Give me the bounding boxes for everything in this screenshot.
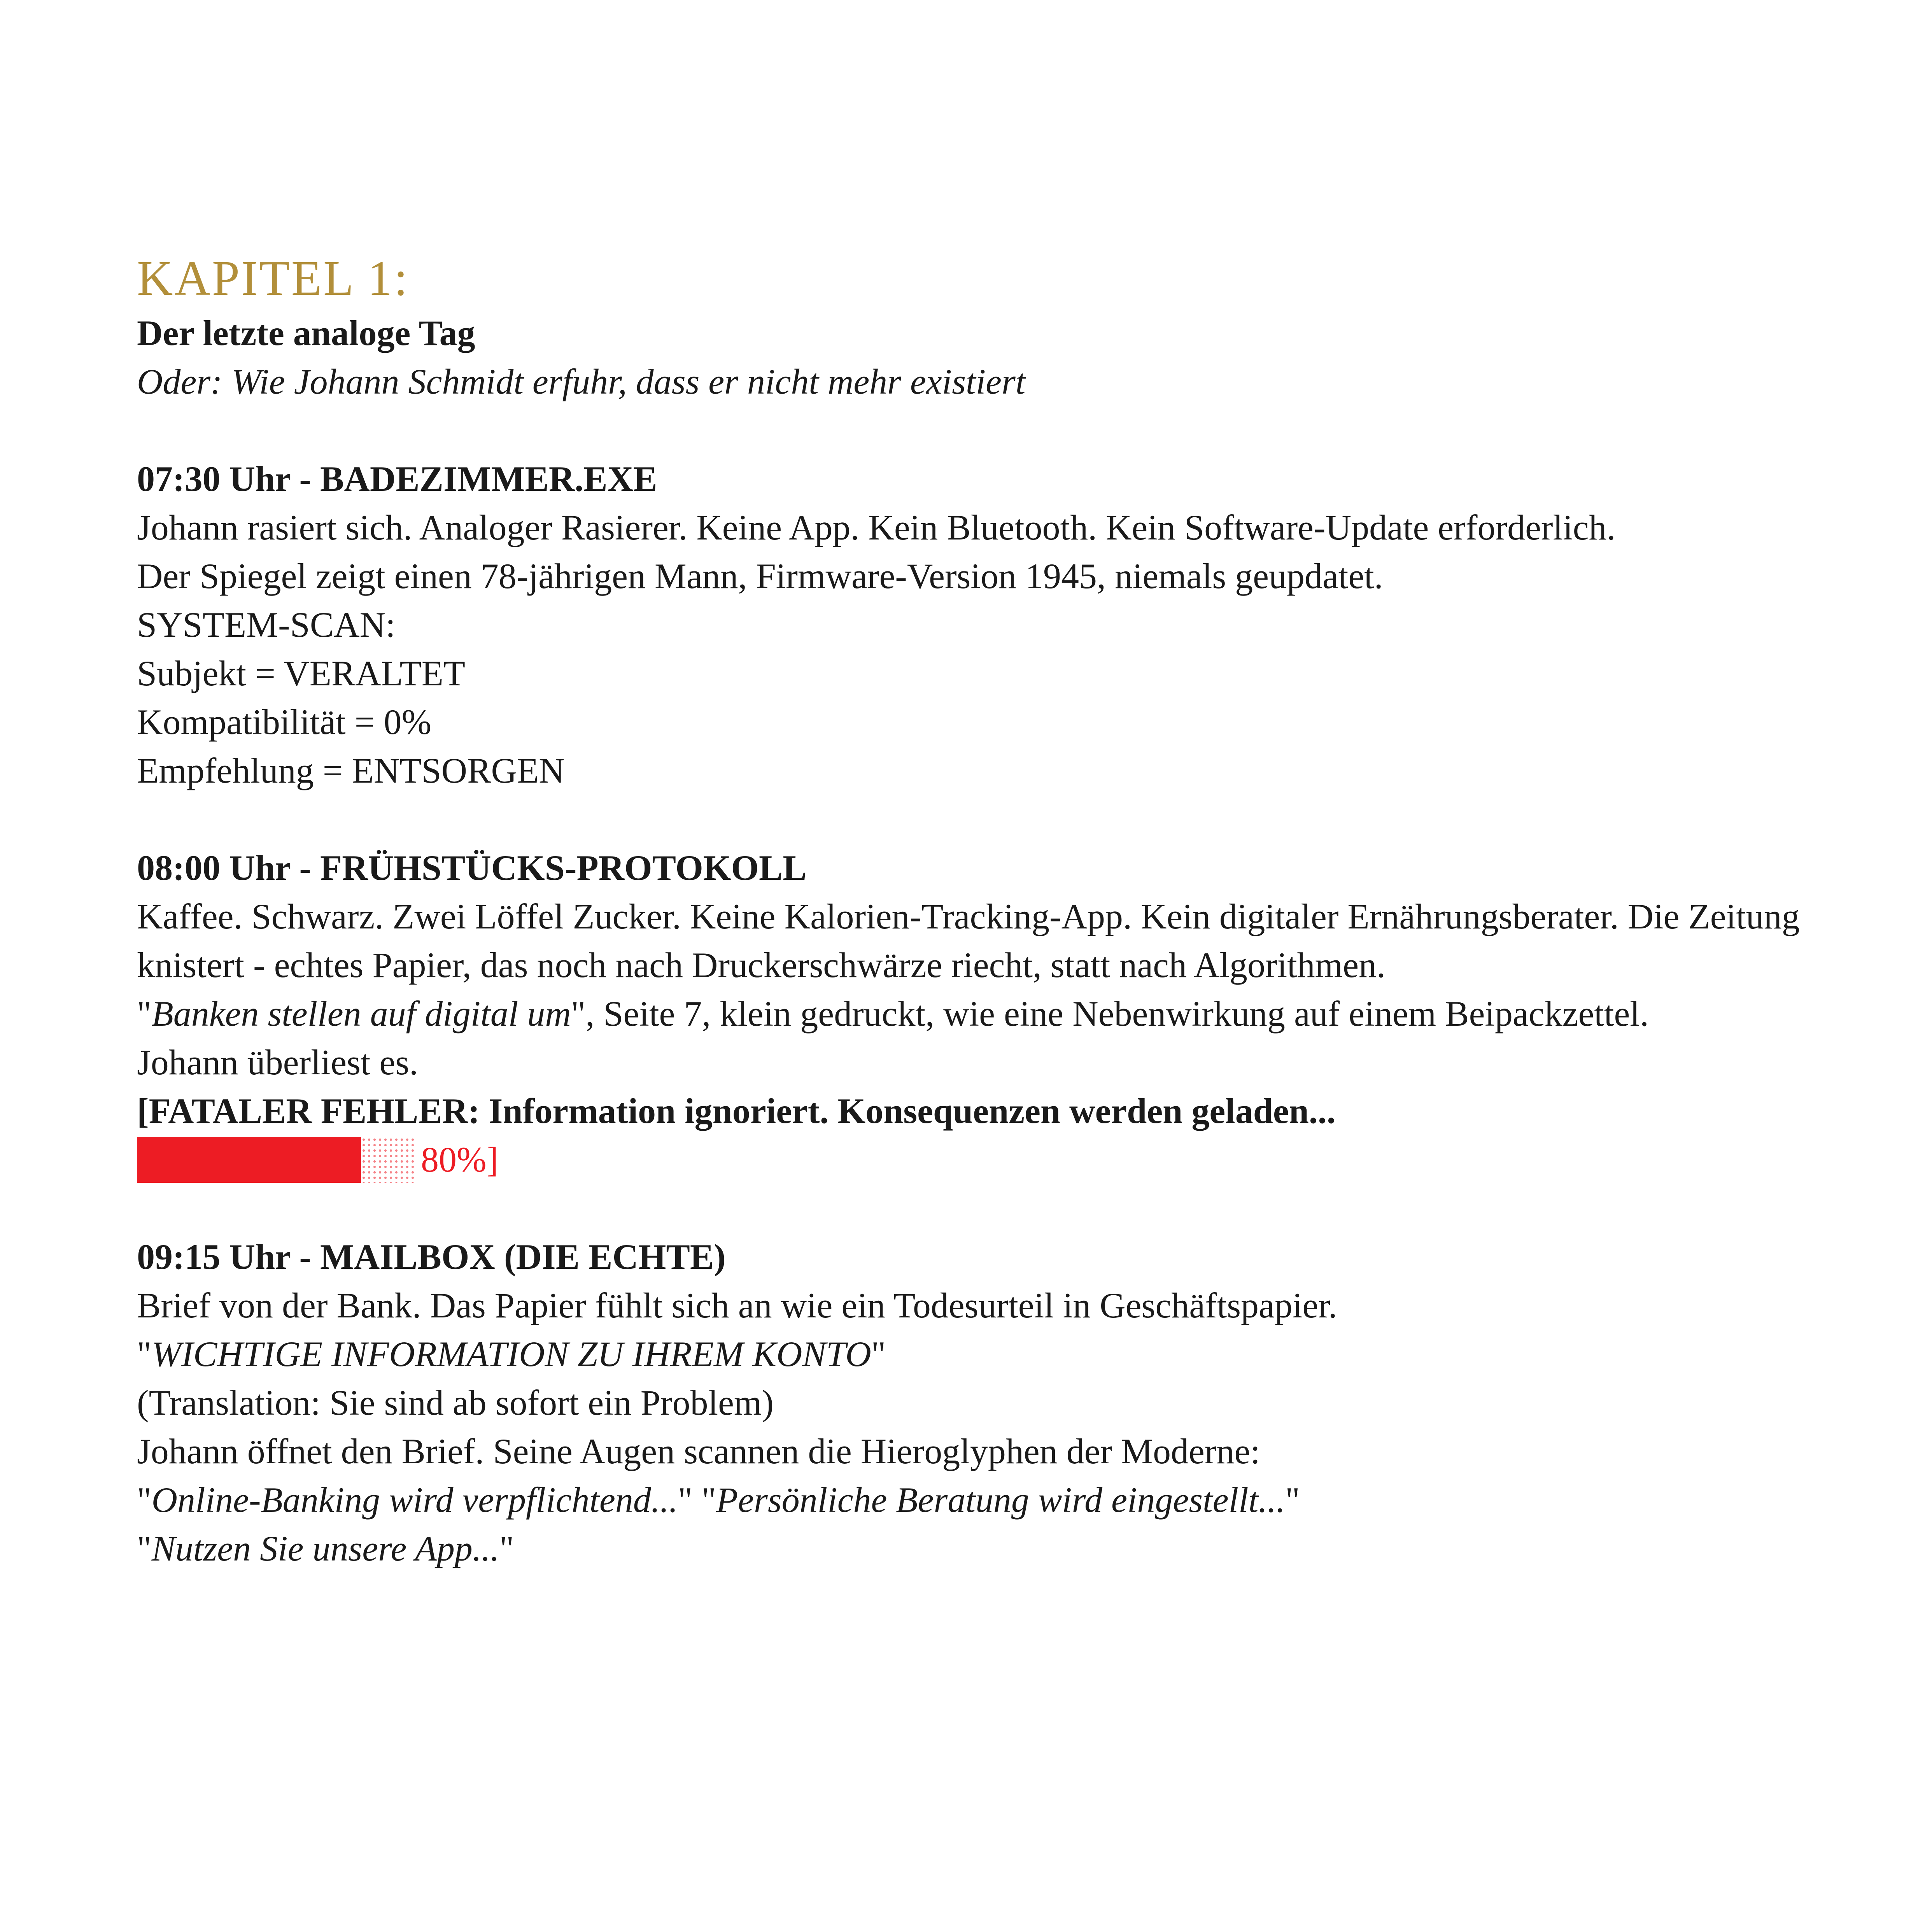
paragraph: (Translation: Sie sind ab sofort ein Problem)	[137, 1383, 774, 1422]
quote-text: Nutzen Sie unsere App...	[151, 1529, 499, 1568]
progress-fill	[137, 1137, 361, 1183]
quote-paragraph	[137, 1524, 1809, 1573]
chapter-title: Der letzte analoge Tag	[137, 313, 475, 353]
quote-text: Banken stellen auf digital um	[151, 994, 571, 1033]
paragraph: Brief von der Bank. Das Papier fühlt sich an wie ein Todesurteil in Geschäftspapier.	[137, 1286, 1337, 1325]
paragraph: Kaffee. Schwarz. Zwei Löffel Zucker. Keine Kalorien-Tracking-App. Kein digitaler Ernährungsberater. Die Zeitung knistert - echtes Papier, das noch nach Druckerschwärze riecht, statt nach Algorithmen.	[137, 897, 1800, 985]
quote-mark: "	[137, 1334, 152, 1374]
paragraph: Johann rasiert sich. Analoger Rasierer. Keine App. Kein Bluetooth. Kein Software-Update erforderlich.	[137, 508, 1616, 547]
section-badezimmer	[137, 455, 1809, 795]
progress-label: 80%]	[421, 1140, 499, 1179]
paragraph: Empfehlung = ENTSORGEN	[137, 751, 565, 790]
chapter-label: KAPITEL 1:	[137, 250, 410, 306]
quote-text: WICHTIGE INFORMATION ZU IHREM KONTO	[151, 1334, 871, 1374]
paragraph: Johann öffnet den Brief. Seine Augen scannen die Hieroglyphen der Moderne:	[137, 1431, 1260, 1471]
quote-text: Persönliche Beratung wird eingestellt...	[716, 1480, 1286, 1520]
quote-mark: "	[137, 1529, 152, 1568]
quote-mark: "	[1285, 1480, 1300, 1520]
error-message: [FATALER FEHLER: Information ignoriert. Konsequenzen werden geladen...	[137, 1091, 1336, 1131]
quote-paragraph	[137, 990, 1809, 1038]
section-heading: 08:00 Uhr - FRÜHSTÜCKS-PROTOKOLL	[137, 848, 807, 888]
quote-text: Online-Banking wird verpflichtend...	[151, 1480, 678, 1520]
quote-paragraph	[137, 1476, 1809, 1524]
quote-mark: " "	[678, 1480, 716, 1520]
paragraph: Subjekt = VERALTET	[137, 653, 466, 693]
progress-line	[137, 1135, 1809, 1184]
paragraph: SYSTEM-SCAN:	[137, 605, 396, 645]
quote-mark: "	[137, 1480, 152, 1520]
chapter-subtitle: Oder: Wie Johann Schmidt erfuhr, dass er nicht mehr existiert	[137, 362, 1026, 401]
quote-paragraph	[137, 1330, 1809, 1378]
paragraph: Kompatibilität = 0%	[137, 702, 432, 742]
progress-remaining	[361, 1137, 417, 1183]
section-heading: 09:15 Uhr - MAILBOX (DIE ECHTE)	[137, 1237, 726, 1277]
quote-rest: ", Seite 7, klein gedruckt, wie eine Nebenwirkung auf einem Beipackzettel.	[571, 994, 1649, 1033]
quote-mark: "	[499, 1529, 514, 1568]
paragraph: Johann überliest es.	[137, 1042, 419, 1082]
quote-mark: "	[137, 994, 152, 1033]
quote-mark: "	[871, 1334, 886, 1374]
progress-bar	[137, 1137, 417, 1183]
section-mailbox	[137, 1233, 1809, 1573]
paragraph: Der Spiegel zeigt einen 78-jährigen Mann, Firmware-Version 1945, niemals geupdatet.	[137, 556, 1383, 596]
section-heading: 07:30 Uhr - BADEZIMMER.EXE	[137, 459, 657, 499]
section-fruehstueck	[137, 844, 1809, 1184]
document-page	[137, 249, 1809, 1573]
